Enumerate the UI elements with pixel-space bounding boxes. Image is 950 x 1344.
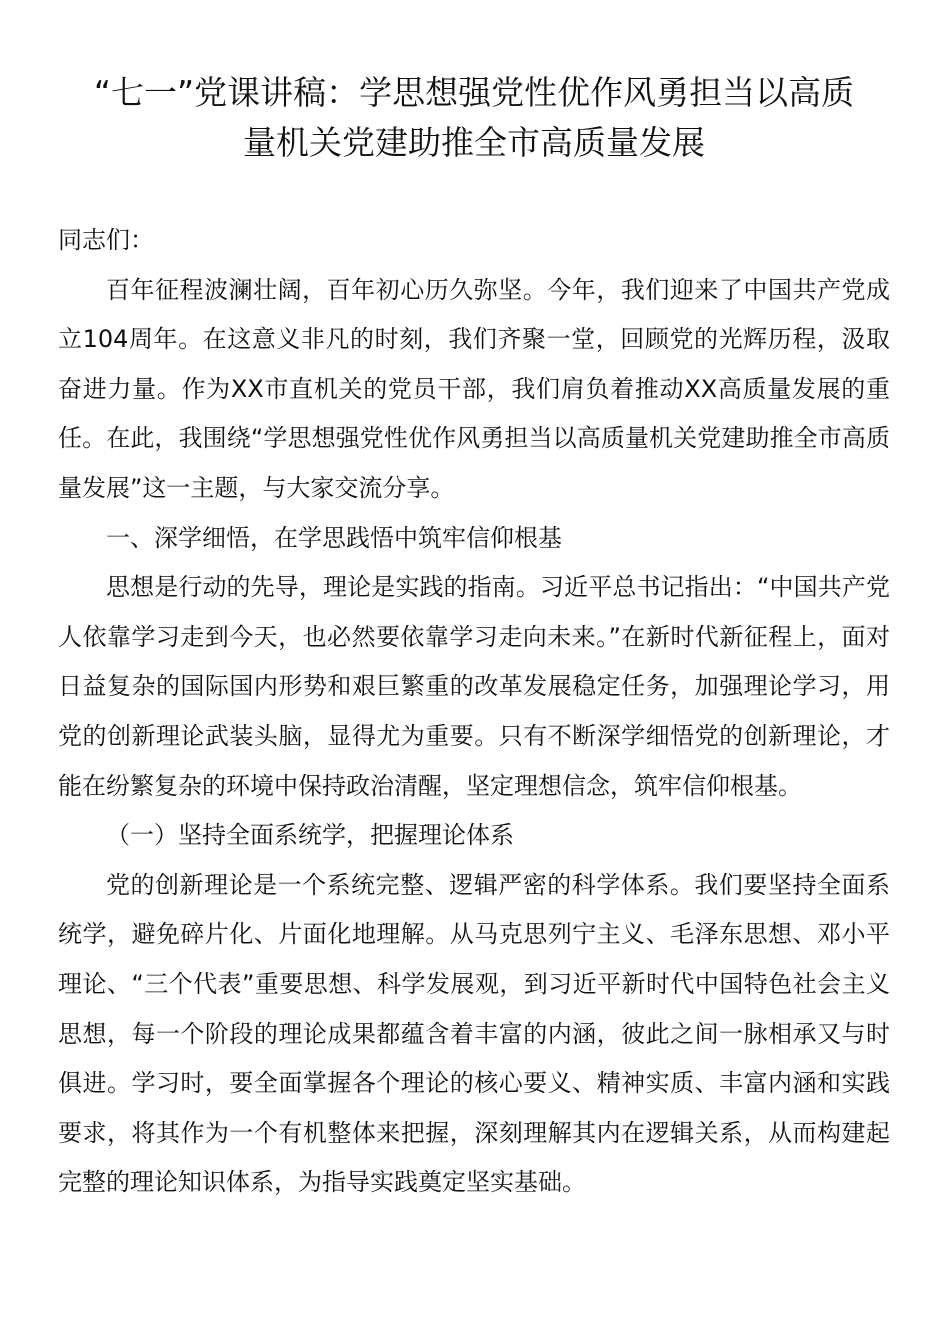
title-line-1: “七一”党课讲稿：学思想强党性优作风勇担当以高质 [93, 73, 855, 112]
document-title [58, 68, 890, 168]
paragraph-section-1: 思想是行动的先导，理论是实践的指南。习近平总书记指出：“中国共产党人依靠学习走到今天，也必然要依靠学习走向未来。”在新时代新征程上，面对日益复杂的国际国内形势和艰巨繁重的改革发展稳定任务，加强理论学习，用党的创新理论武装头脑，显得尤为重要。只有不断深学细悟党的创新理论，才能在纷繁复杂的环境中保持政治清醒，坚定理想信念，筑牢信仰根基。 [58, 573, 890, 800]
paragraph-intro: 百年征程波澜壮阔，百年初心历久弥坚。今年，我们迎来了中国共产党成立104周年。在这意义非凡的时刻，我们齐聚一堂，回顾党的光辉历程，汲取奋进力量。作为XX市直机关的党员干部，我们肩负着推动XX高质量发展的重任。在此，我围绕“学思想强党性优作风勇担当以高质量机关党建助推全市高质量发展”这一主题，与大家交流分享。 [58, 275, 890, 502]
document-body [58, 216, 890, 1208]
section-heading-1: 一、深学细悟，在学思践悟中筑牢信仰根基 [106, 523, 562, 552]
paragraph-subsection-1: 党的创新理论是一个系统完整、逻辑严密的科学体系。我们要坚持全面系统学，避免碎片化、片面化地理解。从马克思列宁主义、毛泽东思想、邓小平理论、“三个代表”重要思想、科学发展观，到习近平新时代中国特色社会主义思想，每一个阶段的理论成果都蕴含着丰富的内涵，彼此之间一脉相承又与时俱进。学习时，要全面掌握各个理论的核心要义、精神实质、丰富内涵和实践要求，将其作为一个有机整体来把握，深刻理解其内在逻辑关系，从而构建起完整的理论知识体系，为指导实践奠定坚实基础。 [58, 870, 890, 1197]
salutation: 同志们： [58, 226, 154, 254]
document-page [58, 68, 890, 1208]
title-line-2: 量机关党建助推全市高质量发展 [243, 123, 705, 162]
subsection-heading-1: （一）坚持全面系统学，把握理论体系 [106, 821, 514, 850]
